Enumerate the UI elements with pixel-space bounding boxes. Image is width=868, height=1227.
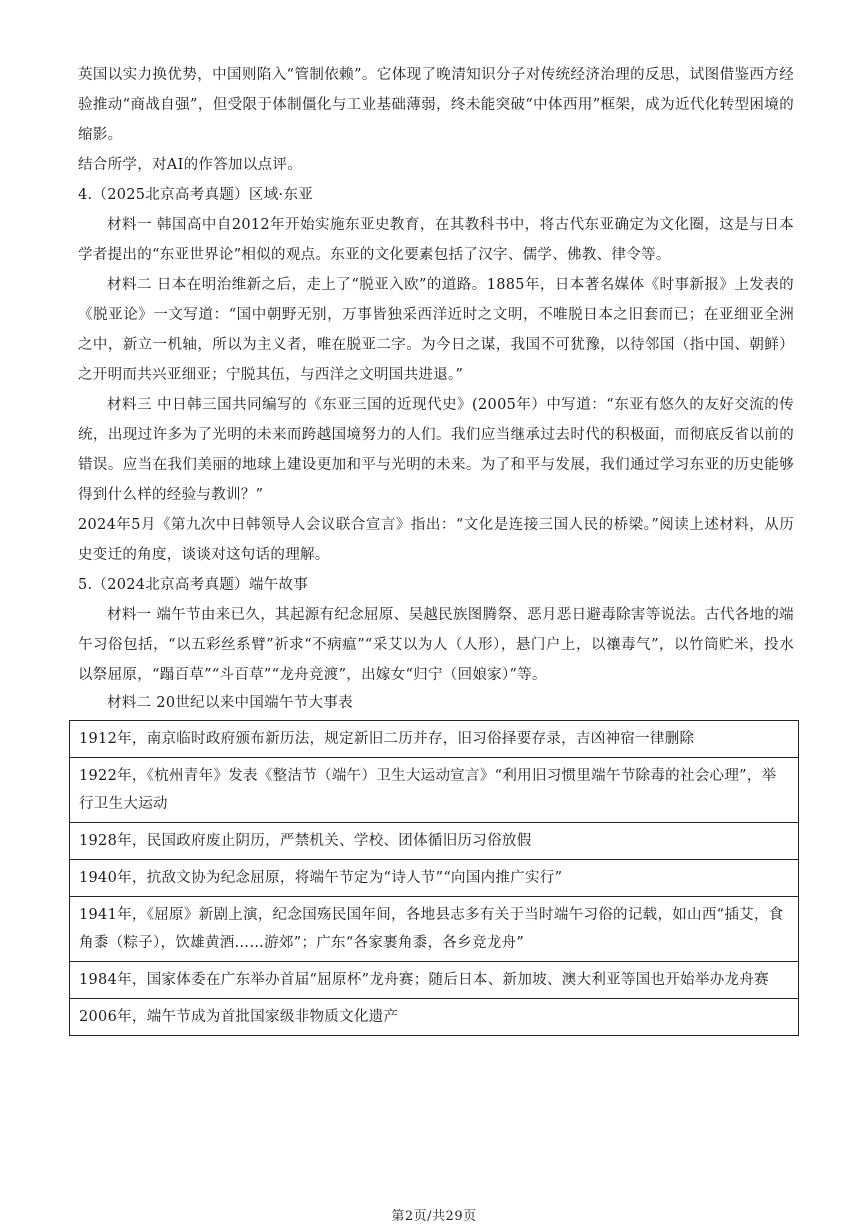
- table-cell: 1922年，《杭州青年》发表《整洁节（端午）卫生大运动宣言》“利用旧习惯里端午节除毒的社会心理”，举行卫生大运动: [70, 758, 799, 823]
- table-row: [70, 897, 799, 962]
- dragon-boat-events-table: [69, 720, 799, 1036]
- table-cell: 2006年，端午节成为首批国家级非物质文化遗产: [70, 999, 799, 1036]
- q5-material-2-title: 材料二 20世纪以来中国端午节大事表: [107, 695, 353, 711]
- table-cell: 1912年，南京临时政府颁布新历法，规定新旧二历并存，旧习俗择要存录，吉凶神宿一律删除: [70, 721, 799, 758]
- q4-material-2: 材料二 日本在明治维新之后，走上了“脱亚入欧”的道路。1885年，日本著名媒体《时事新报》上发表的《脱亚论》一文写道：“国中朝野无别，万事皆独采西洋近时之文明，不唯脱日本之旧套而已；在亚细亚全洲之中，新立一机轴，所以为主义者，唯在脱亚二字。为今日之谋，我国不可犹豫，以待邻国（指中国、朝鲜）之开明而共兴亚细亚；宁脱其伍，与西洋之文明国共进退。”: [78, 277, 794, 383]
- table-row: [70, 721, 799, 758]
- table-cell: 1940年，抗敌文协为纪念屈原，将端午节定为“诗人节”“向国内推广实行”: [70, 860, 799, 897]
- page-number-footer: 第2页/共29页: [391, 1209, 477, 1224]
- paragraph-ai-answer-end: 英国以实力换优势，中国则陷入“管制依赖”。它体现了晚清知识分子对传统经济治理的反思，试图借鉴西方经验推动“商战自强”，但受限于体制僵化与工业基础薄弱，终未能突破“中体西用”框架，成为近代化转型困境的缩影。: [78, 67, 794, 143]
- table-row: [70, 758, 799, 823]
- table-cell: 1984年，国家体委在广东举办首届“屈原杯”龙舟赛；随后日本、新加坡、澳大利亚等国也开始举办龙舟赛: [70, 962, 799, 999]
- table-cell: 1928年，民国政府废止阴历，严禁机关、学校、团体循旧历习俗放假: [70, 823, 799, 860]
- table-row: [70, 962, 799, 999]
- q4-prompt: 2024年5月《第九次中日韩领导人会议联合宣言》指出：“文化是连接三国人民的桥梁。”阅读上述材料，从历史变迁的角度，谈谈对这句话的理解。: [78, 517, 794, 563]
- question-5-heading: 5.（2024北京高考真题）端午故事: [78, 577, 309, 593]
- table-row: [70, 860, 799, 897]
- paragraph-instruction: 结合所学，对AI的作答加以点评。: [78, 157, 302, 173]
- question-4-heading: 4.（2025北京高考真题）区域·东亚: [78, 187, 314, 203]
- table-row: [70, 823, 799, 860]
- q4-material-1: 材料一 韩国高中自2012年开始实施东亚史教育，在其教科书中，将古代东亚确定为文化圈，这是与日本学者提出的“东亚世界论”相似的观点。东亚的文化要素包括了汉字、儒学、佛教、律令等。: [78, 217, 794, 263]
- table-cell: 1941年，《屈原》新剧上演，纪念国殇民国年间，各地县志多有关于当时端午习俗的记载，如山西“插艾，食角黍（粽子），饮雄黄酒……游郊”；广东“各家裹角黍，各乡竞龙舟”: [70, 897, 799, 962]
- q5-material-1: 材料一 端午节由来已久，其起源有纪念屈原、吴越民族图腾祭、恶月恶日避毒除害等说法。古代各地的端午习俗包括，“以五彩丝系臂”祈求“不病瘟”“采艾以为人（人形），悬门户上，以禳毒气”，以竹筒贮米，投水以祭屈原，“蹋百草”“斗百草”“龙舟竞渡”，出嫁女“归宁（回娘家）”等。: [78, 607, 794, 683]
- table-row: [70, 999, 799, 1036]
- q4-material-3: 材料三 中日韩三国共同编写的《东亚三国的近现代史》(2005年）中写道：“东亚有悠久的友好交流的传统，出现过许多为了光明的未来而跨越国境努力的人们。我们应当继承过去时代的积极面，而彻底反省以前的错误。应当在我们美丽的地球上建设更加和平与光明的未来。为了和平与发展，我们通过学习东亚的历史能够得到什么样的经验与教训？”: [78, 397, 794, 503]
